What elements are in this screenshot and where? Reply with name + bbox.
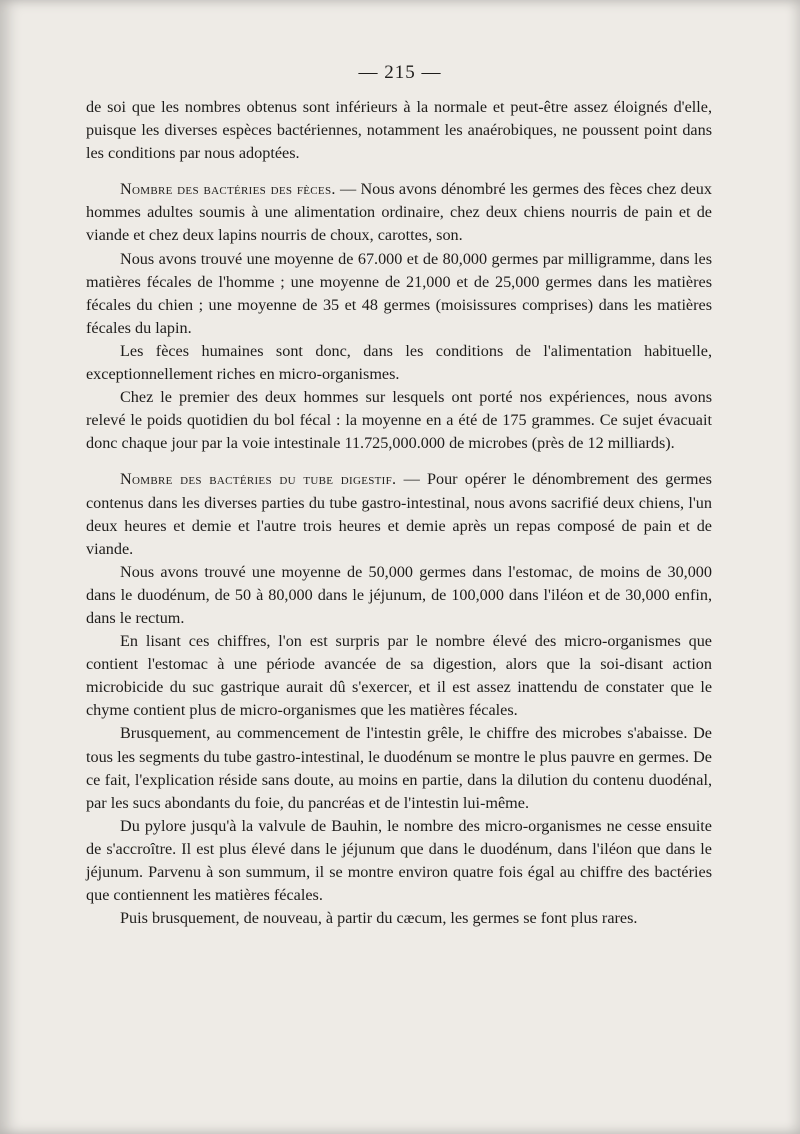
section-heading: Nombre des bactéries du tube digestif.: [120, 470, 397, 489]
section-heading: Nombre des bactéries des fèces.: [120, 180, 336, 199]
page-number: — 215 —: [358, 62, 442, 83]
paragraph: Nous avons trouvé une moyenne de 50,000 germes dans l'estomac, de moins de 30,000 dans le duodénum, de 50 à 80,000 dans le jéjunum, de 100,000 dans l'iléon et de 30,000 enfin, dans le rectum.: [86, 562, 712, 627]
paragraph: Nous avons trouvé une moyenne de 67.000 et de 80,000 germes par milligramme, dans les matières fécales de l'homme ; une moyenne de 21,000 et de 25,000 germes dans les matières fécales du chien ; une moyenne de 35 et 48 germes (moisissures comprises) dans les matières fécales du lapin.: [86, 249, 712, 337]
paragraph: de soi que les nombres obtenus sont inférieurs à la normale et peut-être assez éloignés d'elle, puisque les diverses espèces bactériennes, notamment les anaérobiques, ne poussent point dans les conditions par nous adoptées.: [86, 98, 712, 163]
paragraph: [86, 468, 712, 560]
paragraph: Les fèces humaines sont donc, dans les conditions de l'alimentation habituelle, exceptionnellement riches en micro-organismes.: [86, 341, 712, 384]
paragraph: Du pylore jusqu'à la valvule de Bauhin, le nombre des micro-organismes ne cesse ensuite de s'accroître. Il est plus élevé dans le jéjunum que dans le duodénum, dans l'iléon que dans le jéjunum. Parvenu à son summum, il se montre environ quatre fois égal au chiffre des bactéries que contiennent les matières fécales.: [86, 816, 712, 905]
body-text: [86, 96, 712, 930]
paragraph: [86, 178, 712, 247]
paragraph: En lisant ces chiffres, l'on est surpris par le nombre élevé des micro-organismes que contient l'estomac à une période avancée de sa digestion, alors que la soi-disant action microbicide du suc gastrique aurait dû s'exercer, et il est assez inattendu de constater que le chyme contient plus de micro-organismes que les matières fécales.: [86, 632, 712, 720]
paragraph-text: — Pour opérer le dénombrement des germes contenus dans les diverses parties du tube gastro-intestinal, nous avons sacrifié deux chiens, l'un deux heures et demie et l'autre trois heures et demie après un repas composé de pain et de viande.: [86, 470, 712, 558]
paragraph: Puis brusquement, de nouveau, à partir du cæcum, les germes se font plus rares.: [120, 909, 638, 928]
paragraph: Brusquement, au commencement de l'intestin grêle, le chiffre des microbes s'abaisse. De tous les segments du tube gastro-intestinal, le duodénum se montre le plus pauvre en germes. De ce fait, l'explication réside sans doute, au moins en partie, dans la dilution du contenu duodénal, par les sucs abondants du foie, du pancréas et de l'intestin lui-même.: [86, 724, 712, 812]
paragraph: Chez le premier des deux hommes sur lesquels ont porté nos expériences, nous avons relevé le poids quotidien du bol fécal : la moyenne en a été de 175 grammes. Ce sujet évacuait donc chaque jour par la voie intestinale 11.725,000.000 de microbes (près de 12 milliards).: [86, 388, 712, 453]
paragraph-text: — Nous avons dénombré les germes des fèces chez deux hommes adultes soumis à une alimentation ordinaire, chez deux chiens nourris de pain et de viande et chez deux lapins nourris de choux, carottes, son.: [86, 180, 712, 245]
